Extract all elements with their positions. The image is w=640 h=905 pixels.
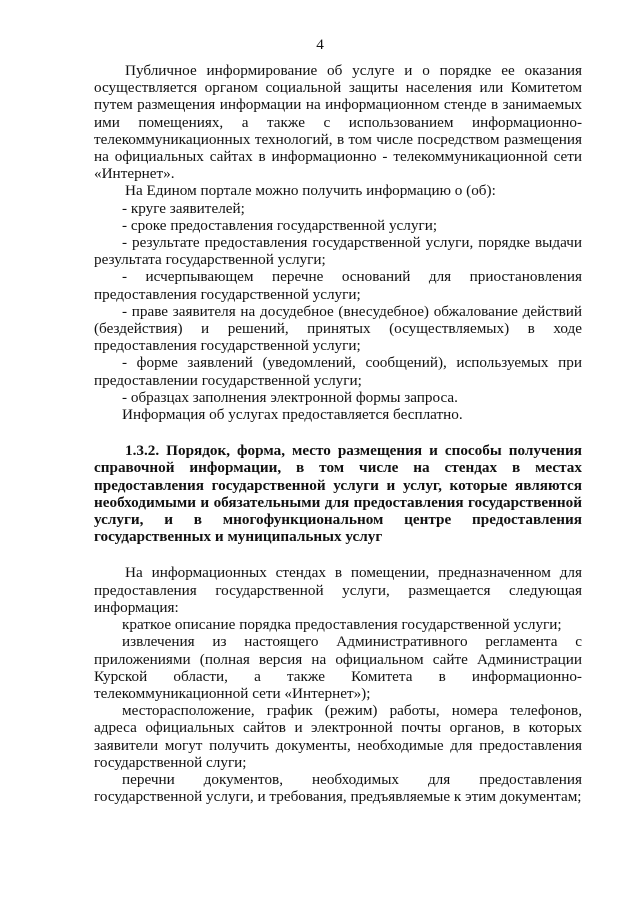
list-item-appeal-right: - праве заявителя на досудебное (внесудебное) обжалование действий (бездействия) и решений, принятых (осуществляемых) в ходе предоставления государственной услуги; [94,302,582,355]
list-item-form-samples: - образцах заполнения электронной формы запроса. [122,388,458,406]
page-number: 4 [316,36,324,53]
list-item-application-forms: - форме заявлений (уведомлений, сообщений), используемых при предоставлении государственной услуги; [94,354,582,389]
list-item-service-result: - результате предоставления государственной услуги, порядке выдачи результата государственной услуги; [94,234,582,269]
paragraph-document-lists: перечни документов, необходимых для предоставления государственной услуги, и требования, предъявляемые к этим документам; [94,770,582,806]
list-item-service-term: - сроке предоставления государственной услуги; [122,216,438,234]
paragraph-short-description: краткое описание порядка предоставления государственной услуги; [122,616,562,634]
list-item-applicants: - круге заявителей; [122,199,245,217]
document-body [94,62,582,805]
paragraph-info-stands: На информационных стендах в помещении, предназначенном для предоставления государственной услуги, размещается следующая информация: [94,564,582,616]
paragraph-free-of-charge: Информация об услугах предоставляется бесплатно. [122,406,463,424]
paragraph-public-informing: Публичное информирование об услуге и о порядке ее оказания осуществляется органом социальной защиты населения или Комитетом путем размещения информации на информационном стенде в занимаемых ими помещениях, а также с использованием информационно-телекоммуникационных технологий, в том числе посредством размещения на официальных сайтах в информационно - телекоммуникационной сети «Интернет». [94,62,582,183]
paragraph-unified-portal: На Едином портале можно получить информацию о (об): [125,182,496,200]
paragraph-regulation-extracts: извлечения из настоящего Административного регламента с приложениями (полная версия на официальном сайте Администрации Курской области, а также Комитета в информационно-телекоммуникационной сети «Интернет»); [94,633,582,702]
paragraph-location-schedule: месторасположение, график (режим) работы, номера телефонов, адреса официальных сайтов и электронной почты органов, в которых заявители могут получить документы, необходимые для предоставления государственной слуги; [94,702,582,771]
section-heading: 1.3.2. Порядок, форма, место размещения и способы получения справочной информации, в том числе на стендах в местах предоставления государственной услуги и услуг, которые являются необходимыми и обязательными для предоставления государственной услуги, и в многофункциональном центре предоставления государственных и муниципальных услуг [94,442,582,546]
list-item-suspension-grounds: - исчерпывающем перечне оснований для приостановления предоставления государственной услуги; [94,268,582,303]
